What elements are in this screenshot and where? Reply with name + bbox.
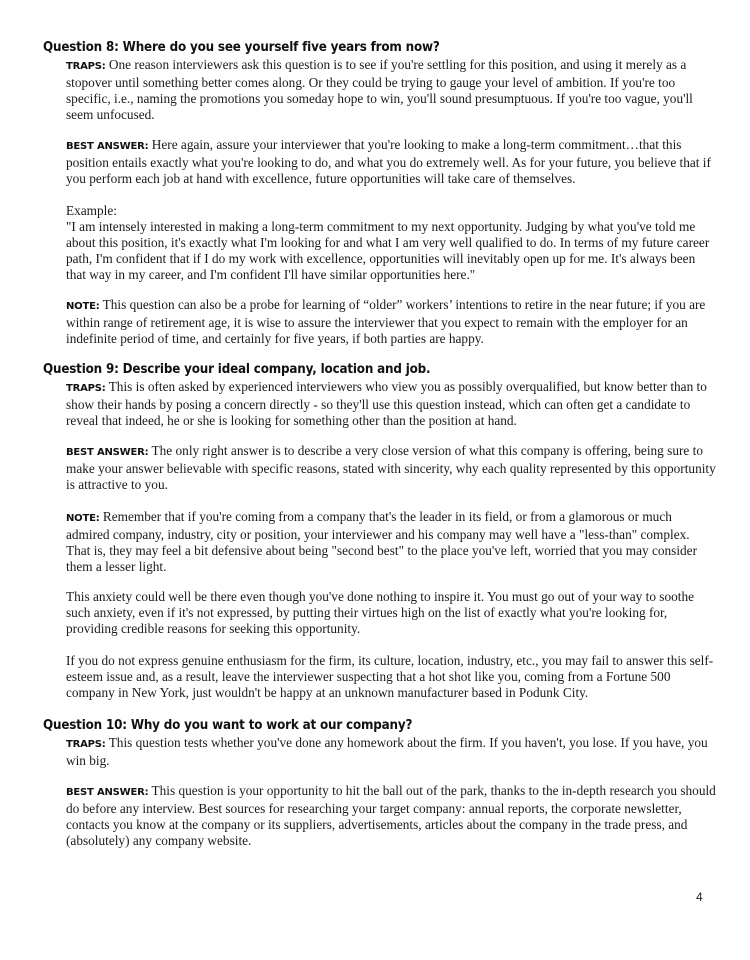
question-9-best-answer [66, 443, 716, 493]
traps-label: TRAPS: [66, 383, 106, 394]
note-text: This question can also be a probe for learning of “older” workers’ intentions to retire in the near future; if you are within range of retirement age, it is wise to assure the interviewer that you expect to remain with the employer for an indefinite period of time, and certainly for five years, if both parties are happy. [66, 297, 706, 346]
question-8-title: Question 8: Where do you see yourself five years from now? [43, 40, 440, 55]
best-answer-text: The only right answer is to describe a very close version of what this company is offering, being sure to make your answer believable with specific reasons, stated with sincerity, why each quality represented by this opportunity is attractive to you. [66, 443, 716, 492]
traps-text: This question tests whether you've done any homework about the firm. If you haven't, you lose. If you have, you win big. [66, 735, 708, 768]
best-answer-label: BEST ANSWER: [66, 447, 149, 458]
best-answer-text: Here again, assure your interviewer that you're looking to make a long-term commitment…that this position entails exactly what you're looking to do, and what you do extremely well. As for your future, you believe that if you perform each job at hand with excellence, future opportunities will take care of themselves. [66, 137, 711, 186]
question-9-traps [66, 379, 716, 429]
traps-text: One reason interviewers ask this question is to see if you're settling for this position, and using it merely as a stopover until something better comes along. Or they could be trying to gauge your level of ambition. If you're too specific, i.e., naming the promotions you someday hope to win, you'll sound presumptuous. If you're too vague, you'll seem unfocused. [66, 57, 693, 122]
best-answer-text: This question is your opportunity to hit the ball out of the park, thanks to the in-depth research you should do before any interview. Best sources for researching your target company: annual reports, the corporate newsletter, contacts you know at the company or its suppliers, advertisements, articles about the company in the trade press, and (absolutely) any company website. [66, 783, 716, 848]
question-10-traps [66, 735, 716, 769]
question-10-best-answer [66, 783, 716, 849]
traps-label: TRAPS: [66, 61, 106, 72]
note-label: NOTE: [66, 513, 100, 524]
traps-label: TRAPS: [66, 739, 106, 750]
question-8-traps [66, 57, 716, 123]
question-9-note [66, 509, 716, 575]
traps-text: This is often asked by experienced interviewers who view you as possibly overqualified, but know better than to show their hands by posing a concern directly - so they'll use this question instead, which can often get a candidate to reveal that indeed, he or she is looking for something other than the position at hand. [66, 379, 707, 428]
question-9-anxiety-paragraph: This anxiety could well be there even though you've done nothing to inspire it. You must go out of your way to soothe such anxiety, even if it's not expressed, by putting their virtues high on the list of exactly what you're looking for, providing credible reasons for seeking this opportunity. [66, 589, 695, 636]
page-number: 4 [696, 890, 703, 904]
best-answer-label: BEST ANSWER: [66, 141, 149, 152]
question-8-example-text: "I am intensely interested in making a long-term commitment to my next opportunity. Judging by what you've told me about this position, it's exactly what I'm looking for and what I am very well qualified to do. In terms of my future career path, I'm confident that if I do my work with excellence, opportunities will inevitably open up for me. It's always been that way in my career, and I'm confident I'll have similar opportunities here." [66, 219, 710, 282]
note-label: NOTE: [66, 301, 100, 312]
best-answer-label: BEST ANSWER: [66, 787, 149, 798]
question-8-note [66, 297, 716, 347]
question-10-title: Question 10: Why do you want to work at our company? [43, 718, 413, 733]
question-9-enthusiasm-paragraph: If you do not express genuine enthusiasm for the firm, its culture, location, industry, etc., you may fail to answer this self-esteem issue and, as a result, leave the interviewer suspecting that a hot shot like you, coming from a Fortune 500 company in New York, just wouldn't be happy at an unknown manufacturer based in Podunk City. [66, 653, 714, 700]
note-text: Remember that if you're coming from a company that's the leader in its field, or from a glamorous or much admired company, industry, city or position, your interviewer and his company may well have a "less-than" complex. That is, they may feel a bit defensive about being "second best" to the place you've left, worried that you may consider them a lesser light. [66, 509, 697, 574]
question-8-best-answer [66, 137, 716, 187]
question-8-example-label: Example: [66, 203, 117, 218]
question-9-title: Question 9: Describe your ideal company, location and job. [43, 362, 431, 377]
